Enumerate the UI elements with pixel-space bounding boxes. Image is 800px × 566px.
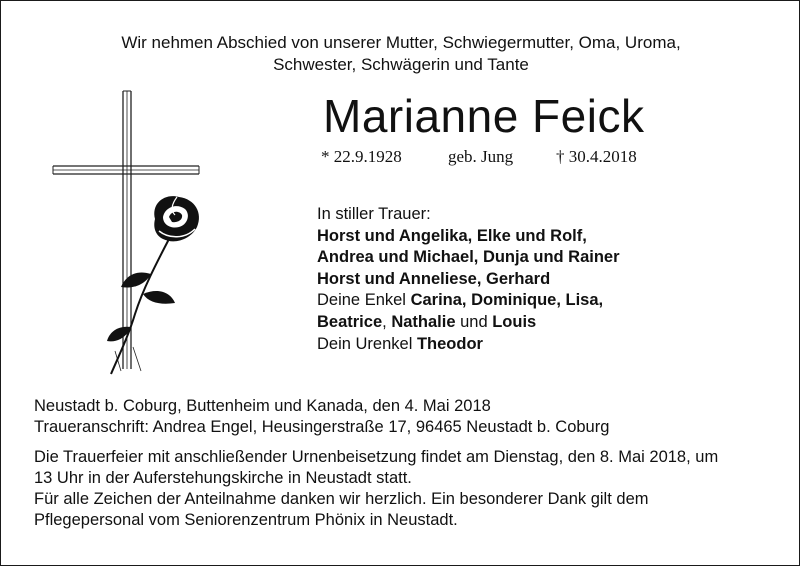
ceremony-line-2: 13 Uhr in der Auferstehungskirche in Neustadt statt. xyxy=(34,469,412,487)
place-date: Neustadt b. Coburg, Buttenheim und Kanada, den 4. Mai 2018 xyxy=(34,397,491,415)
mourners-intro: In stiller Trauer: xyxy=(317,205,431,223)
birth-date: * 22.9.1928 xyxy=(321,147,402,166)
death-date: † 30.4.2018 xyxy=(556,147,637,166)
great-grandchild-line: Dein Urenkel Theodor xyxy=(317,334,483,353)
grandchildren-line-2: Beatrice, Nathalie und Louis xyxy=(317,312,537,331)
intro-line-1: Wir nehmen Abschied von unserer Mutter, Schwiegermutter, Oma, Uroma, xyxy=(121,33,681,52)
mourners-line-3: Horst und Anneliese, Gerhard xyxy=(317,269,551,288)
mourning-address: Traueranschrift: Andrea Engel, Heusingerstraße 17, 96465 Neustadt b. Coburg xyxy=(34,418,610,436)
maiden-name: geb. Jung xyxy=(448,147,514,166)
mourners-line-2: Andrea und Michael, Dunja und Rainer xyxy=(317,248,620,267)
ceremony-line-1: Die Trauerfeier mit anschließender Urnenbeisetzung findet am Dienstag, den 8. Mai 2018, um xyxy=(34,448,719,466)
cross-rose-illustration xyxy=(51,89,211,379)
mourners-line-1: Horst und Angelika, Elke und Rolf, xyxy=(317,226,587,245)
thanks-line-2: Pflegepersonal vom Seniorenzentrum Phönix in Neustadt. xyxy=(34,511,458,529)
intro-line-2: Schwester, Schwägerin und Tante xyxy=(273,55,529,74)
deceased-name: Marianne Feick xyxy=(323,90,645,142)
thanks-line-1: Für alle Zeichen der Anteilnahme danken wir herzlich. Ein besonderer Dank gilt dem xyxy=(34,490,649,508)
mourners-block xyxy=(317,204,620,355)
rose-icon xyxy=(107,196,199,374)
grandchildren-line-1: Deine Enkel Carina, Dominique, Lisa, xyxy=(317,291,604,310)
